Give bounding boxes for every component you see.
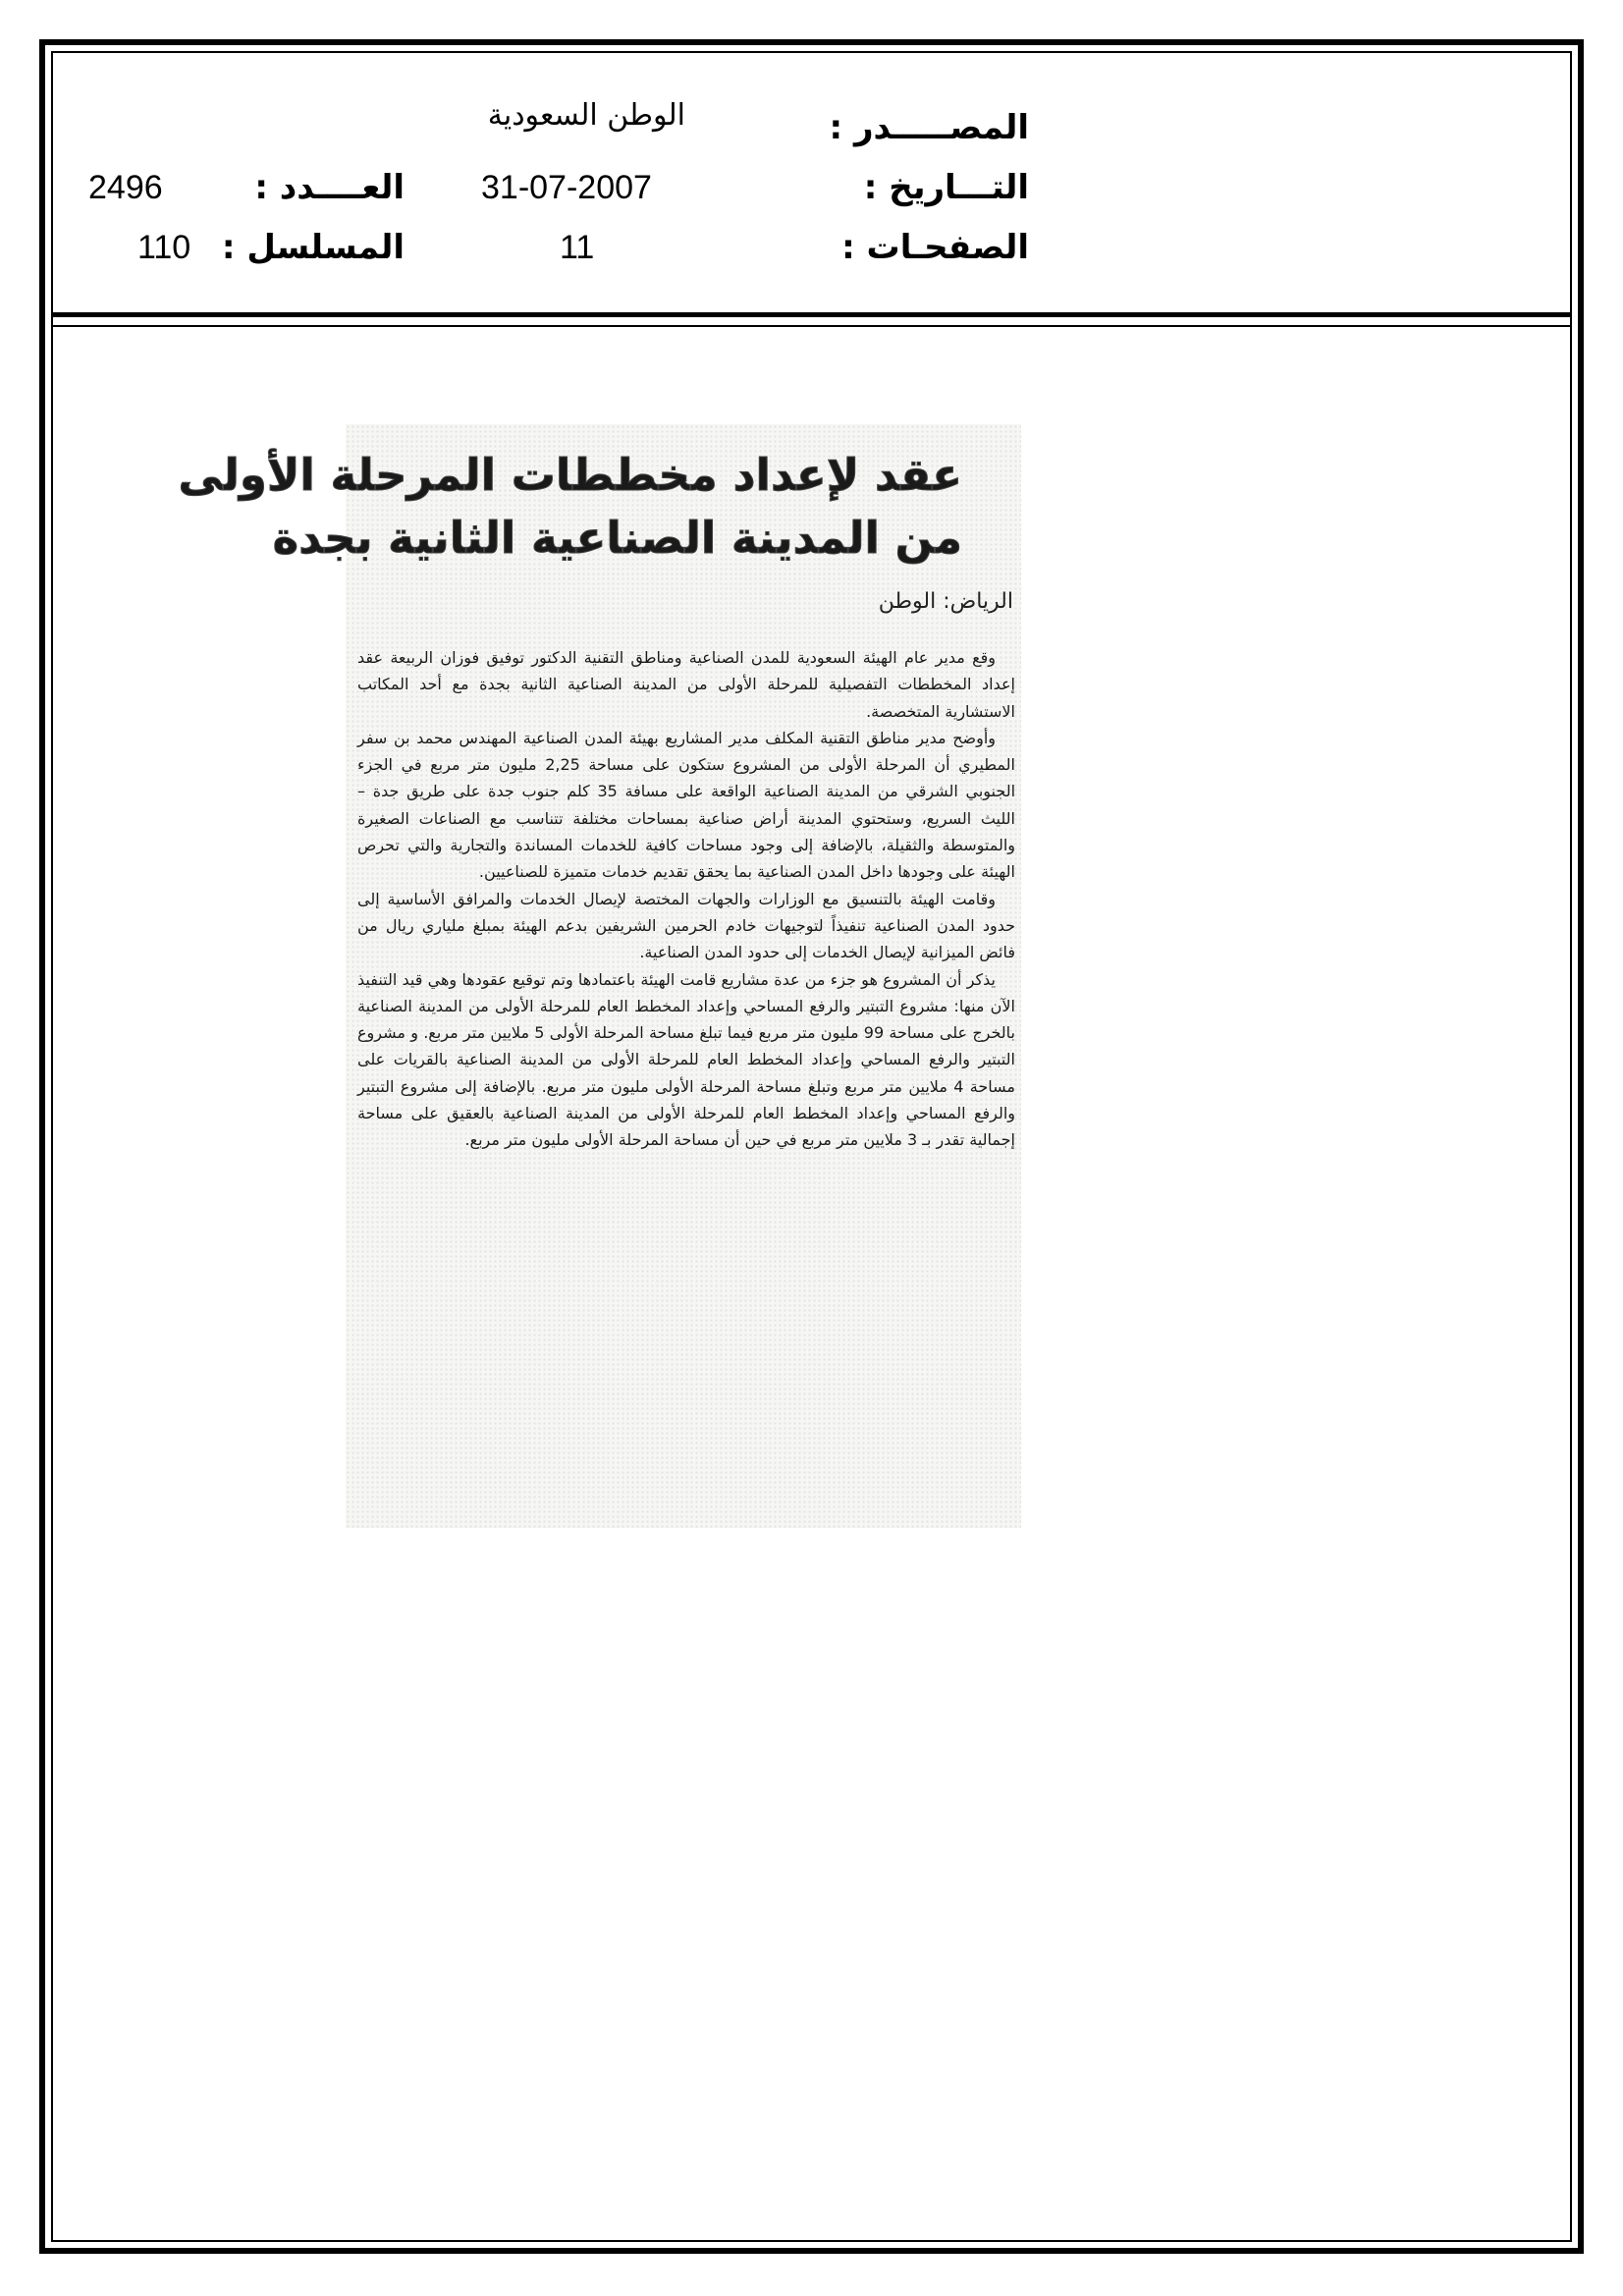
source-value: الوطن السعودية	[487, 98, 685, 133]
header-divider-thin	[51, 325, 1572, 327]
pages-label: الصفحـات :	[841, 228, 1029, 267]
article-title-line-1: عقد لإعداد مخططات المرحلة الأولى	[178, 449, 962, 501]
header-divider	[51, 312, 1572, 317]
article-paragraph: وقع مدير عام الهيئة السعودية للمدن الصناعية ومناطق التقنية الدكتور توفيق فوزان الربيعة عقد إعداد المخططات التفصيلية للمرحلة الأولى من المدينة الصناعية الثانية بجدة مع أحد المكاتب الاستشارية المتخصصة.	[357, 648, 1015, 721]
date-label: التـــاريخ :	[863, 168, 1029, 207]
article-title-line-2: من المدينة الصناعية الثانية بجدة	[272, 512, 962, 564]
article-dateline: الرياض: الوطن	[878, 589, 1013, 614]
article-paragraph: يذكر أن المشروع هو جزء من عدة مشاريع قامت الهيئة باعتمادها وتم توقيع عقودها وهي قيد التنفيذ الآن منها: مشروع التبتير والرفع المساحي وإعداد المخطط العام للمرحلة الأولى من المدينة الصناعية بالخرج على مساحة 99 مليون متر مربع فيما تبلغ مساحة المرحلة الأولى 5 ملايين متر مربع. و مشروع التبتير والرفع المساحي وإعداد المخطط العام للمرحلة الأولى من المدينة الصناعية بالقريات على مساحة 4 ملايين متر مربع وتبلغ مساحة المرحلة الأولى مليون متر مربع. بالإضافة إلى مشروع التبتير والرفع المساحي وإعداد المخطط العام للمرحلة الأولى من المدينة الصناعية بالعقيق على مساحة إجمالية تقدر بـ 3 ملايين متر مربع في حين أن مساحة المرحلة الأولى مليون متر مربع.	[357, 969, 1016, 1150]
serial-label: المسلسل :	[221, 228, 405, 267]
article-body	[357, 644, 1015, 1154]
article-title	[178, 444, 962, 570]
issue-label: العــــدد :	[254, 168, 405, 207]
date-value: 31-07-2007	[481, 169, 652, 206]
article-paragraph: وأوضح مدير مناطق التقنية المكلف مدير المشاريع بهيئة المدن الصناعية المهندس محمد بن سفر المطيري أن المرحلة الأولى من المشروع ستكون على مساحة 2,25 مليون متر مربع في الجزء الجنوبي الشرقي من المدينة الصناعية الواقعة على مسافة 35 كلم جنوب جدة على طريق جدة – الليث السريع، وستحتوي المدينة أراض صناعية بمساحات مختلفة تتناسب مع الصناعات الصغيرة والمتوسطة والثقيلة، بالإضافة إلى وجود مساحات كافية للخدمات المساندة والتجارية والتي تحرص الهيئة على وجودها داخل المدن الصناعية بما يحقق تقديم خدمات متميزة للصناعيين.	[357, 728, 1016, 882]
source-label: المصـــــدر :	[829, 108, 1029, 147]
article-paragraph: وقامت الهيئة بالتنسيق مع الوزارات والجهات المختصة لإيصال الخدمات والمرافق الأساسية إلى حدود المدن الصناعية تنفيذاً لتوجيهات خادم الحرمين الشريفين بدعم الهيئة بمبلغ ملياري ريال من فائض الميزانية لإيصال الخدمات إلى حدود المدن الصناعية.	[357, 889, 1015, 962]
issue-value: 2496	[88, 169, 163, 206]
serial-value: 110	[137, 229, 191, 266]
pages-value: 11	[560, 229, 595, 266]
